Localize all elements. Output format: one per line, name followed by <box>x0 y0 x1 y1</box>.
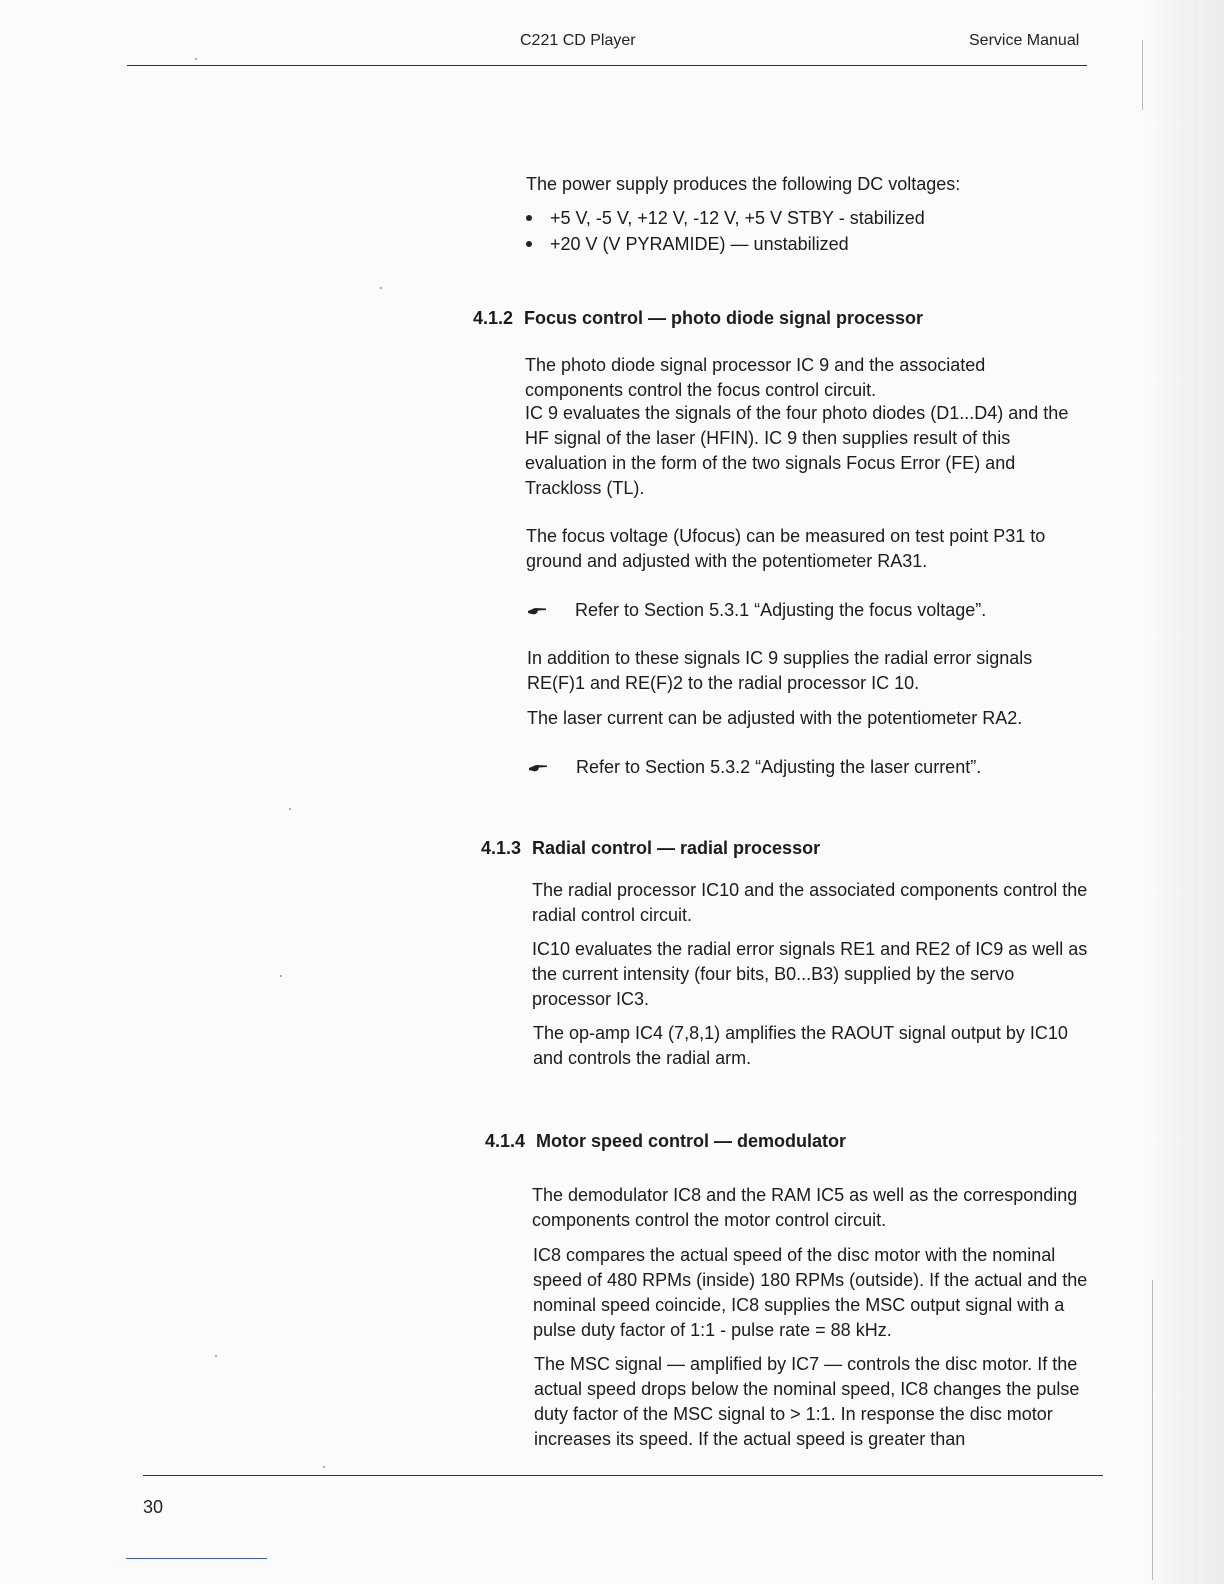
focus-paragraph-2: IC 9 evaluates the signals of the four photo diodes (D1...D4) and the HF signal of the laser (HFIN). IC 9 then supplies result of this evaluation in the form of the two signals Focus Error (FE) and Trackloss (TL). <box>525 403 1069 498</box>
section-number: 4.1.2 <box>473 308 514 328</box>
focus-paragraph-5: The laser current can be adjusted with the potentiometer RA2. <box>527 708 1023 728</box>
section-title: Focus control — photo diode signal processor <box>524 308 924 328</box>
page-edge-mark <box>1142 40 1143 110</box>
page-edge-shadow <box>1148 0 1224 1584</box>
radial-paragraph-2: IC10 evaluates the radial error signals RE1 and RE2 of IC9 as well as the current intensity (four bits, B0...B3) supplied by the servo processor IC3. <box>532 939 1088 1009</box>
scan-speck <box>215 1355 217 1357</box>
reference-text: Refer to Section 5.3.2 “Adjusting the laser current”. <box>576 757 982 777</box>
list-item: +20 V (V PYRAMIDE) — unstabilized <box>526 231 1086 257</box>
scan-speck <box>323 1466 325 1468</box>
page-edge-mark <box>1152 1280 1153 1580</box>
reference-text: Refer to Section 5.3.1 “Adjusting the focus voltage”. <box>575 600 987 620</box>
scan-speck <box>289 808 291 810</box>
bullet-icon <box>526 215 532 221</box>
link-underline <box>126 1558 267 1559</box>
reference-note <box>528 755 1088 780</box>
voltage-list <box>526 205 1086 257</box>
focus-paragraph-4: In addition to these signals IC 9 supplies the radial error signals RE(F)1 and RE(F)2 to the radial processor IC 10. <box>527 648 1033 693</box>
motor-paragraph-2: IC8 compares the actual speed of the disc motor with the nominal speed of 480 RPMs (inside) 180 RPMs (outside). If the actual and the nominal speed coincide, IC8 supplies the MSC output signal with a pulse duty factor of 1:1 - pulse rate = 88 kHz. <box>533 1245 1088 1340</box>
section-heading-motor <box>485 1131 846 1152</box>
pointing-hand-icon <box>527 604 547 616</box>
bullet-icon <box>526 241 532 247</box>
section-title: Motor speed control — demodulator <box>536 1131 847 1151</box>
motor-paragraph-1: The demodulator IC8 and the RAM IC5 as well as the corresponding components control the motor control circuit. <box>532 1185 1078 1230</box>
scan-speck <box>280 975 282 977</box>
radial-paragraph-1: The radial processor IC10 and the associated components control the radial control circuit. <box>532 880 1088 925</box>
reference-note <box>527 598 1087 623</box>
header-rule <box>127 65 1087 66</box>
footer-rule <box>143 1475 1103 1476</box>
section-heading-focus <box>473 308 923 329</box>
header-title: C221 CD Player <box>520 32 636 49</box>
section-number: 4.1.3 <box>481 838 522 858</box>
section-title: Radial control — radial processor <box>532 838 821 858</box>
header-right: Service Manual <box>969 32 1080 49</box>
scan-speck <box>380 287 382 289</box>
section-number: 4.1.4 <box>485 1131 526 1151</box>
page-number: 30 <box>143 1497 164 1517</box>
focus-paragraph-1: The photo diode signal processor IC 9 and the associated components control the focus control circuit. <box>525 355 986 400</box>
radial-paragraph-3: The op-amp IC4 (7,8,1) amplifies the RAOUT signal output by IC10 and controls the radial arm. <box>533 1023 1068 1068</box>
intro-text: The power supply produces the following DC voltages: <box>526 174 961 194</box>
scan-speck <box>195 58 197 60</box>
motor-paragraph-3: The MSC signal — amplified by IC7 — controls the disc motor. If the actual speed drops below the nominal speed, IC8 changes the pulse duty factor of the MSC signal to > 1:1. In response the disc motor increases its speed. If the actual speed is greater than <box>534 1354 1080 1449</box>
section-heading-radial <box>481 838 820 859</box>
pointing-hand-icon <box>528 761 548 773</box>
list-item: +5 V, -5 V, +12 V, -12 V, +5 V STBY - stabilized <box>526 205 1086 231</box>
focus-paragraph-3: The focus voltage (Ufocus) can be measured on test point P31 to ground and adjusted with the potentiometer RA31. <box>526 526 1046 571</box>
